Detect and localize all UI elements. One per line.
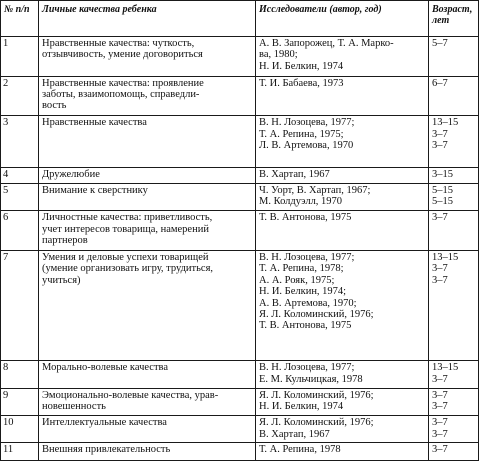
authors-line: Л. В. Артемова, 1970 — [259, 140, 354, 152]
header-number: № п/п — [1, 1, 39, 37]
age-line: 6–7 — [432, 77, 448, 89]
authors-line: Я. Л. Коломинский, 1976; — [259, 309, 374, 321]
quality-line: Дружелюбие — [42, 168, 100, 180]
authors-line: Ч. Уорт, В. Хартап, 1967; — [259, 185, 371, 197]
age-line: 3–7 — [432, 428, 448, 440]
authors-line: А. В. Артемова, 1970; — [259, 297, 357, 309]
age-cell — [429, 443, 479, 461]
authors-line: Н. И. Белкин, 1974 — [259, 401, 344, 413]
table-row — [1, 361, 479, 388]
authors-cell — [256, 211, 429, 251]
quality-line: Морально-волевые качества — [42, 362, 169, 374]
quality-cell — [39, 184, 256, 211]
authors-line: Я. Л. Коломинский, 1976; — [259, 389, 374, 401]
authors-line: Н. И. Белкин, 1974; — [259, 286, 347, 298]
table-row — [1, 250, 479, 360]
authors-cell — [256, 416, 429, 443]
quality-line: заботы, взаимопомощь, справедли- — [42, 89, 200, 101]
authors-line: Т. А. Репина, 1978; — [259, 263, 344, 275]
age-cell — [429, 250, 479, 360]
quality-line: вость — [42, 100, 67, 112]
quality-line: Внимание к сверстнику — [42, 185, 148, 197]
header-authors: Исследователи (автор, год) — [256, 1, 429, 37]
row-number: 10 — [1, 416, 39, 443]
age-line: 3–7 — [432, 140, 448, 152]
age-line: 3–7 — [432, 212, 448, 224]
row-number: 8 — [1, 361, 39, 388]
quality-cell — [39, 443, 256, 461]
row-number: 11 — [1, 443, 39, 461]
age-cell — [429, 116, 479, 167]
table-row — [1, 37, 479, 77]
quality-line: Умения и деловые успехи товарищей — [42, 251, 209, 263]
age-cell — [429, 184, 479, 211]
age-cell — [429, 37, 479, 77]
authors-line: М. Колдуэлл, 1970 — [259, 196, 343, 208]
authors-line: Н. И. Белкин, 1974 — [259, 60, 344, 72]
age-line: 5–15 — [432, 185, 453, 197]
age-line: 3–7 — [432, 401, 448, 413]
table-body — [1, 37, 479, 461]
authors-line: Т. А. Репина, 1978 — [259, 444, 341, 456]
quality-line: Интеллектуальные качества — [42, 417, 167, 429]
age-cell — [429, 167, 479, 183]
quality-line: (умение организовать игру, трудиться, — [42, 263, 214, 275]
table-header-row — [1, 1, 479, 37]
authors-cell — [256, 37, 429, 77]
table-row — [1, 76, 479, 116]
authors-line: В. Н. Лозоцева, 1977; — [259, 251, 355, 263]
age-cell — [429, 76, 479, 116]
authors-line: Т. И. Бабаева, 1973 — [259, 77, 344, 89]
quality-line: Нравственные качества — [42, 117, 147, 129]
row-number: 4 — [1, 167, 39, 183]
quality-cell — [39, 37, 256, 77]
quality-cell — [39, 211, 256, 251]
age-cell — [429, 361, 479, 388]
quality-line: учиться) — [42, 274, 81, 286]
authors-line: Я. Л. Коломинский, 1976; — [259, 417, 374, 429]
table-row — [1, 116, 479, 167]
authors-cell — [256, 167, 429, 183]
quality-cell — [39, 361, 256, 388]
age-line: 3–7 — [432, 128, 448, 140]
age-line: 3–7 — [432, 263, 448, 275]
authors-cell — [256, 116, 429, 167]
authors-line: Т. В. Антонова, 1975 — [259, 212, 352, 224]
row-number: 5 — [1, 184, 39, 211]
quality-line: новешенность — [42, 401, 106, 413]
quality-cell — [39, 416, 256, 443]
table-row — [1, 167, 479, 183]
quality-line: Эмоционально-волевые качества, урав- — [42, 389, 219, 401]
row-number: 7 — [1, 250, 39, 360]
age-line: 13–15 — [432, 117, 459, 129]
age-line: 13–15 — [432, 251, 459, 263]
authors-cell — [256, 443, 429, 461]
quality-line: Внешняя привлекательность — [42, 444, 171, 456]
table-row — [1, 211, 479, 251]
authors-cell — [256, 76, 429, 116]
authors-line: ва, 1980; — [259, 49, 298, 61]
authors-line: Т. В. Антонова, 1975 — [259, 320, 352, 332]
table-row — [1, 416, 479, 443]
age-line: 3–7 — [432, 373, 448, 385]
authors-line: А. В. Запорожец, Т. А. Марко- — [259, 38, 394, 49]
age-line: 3–15 — [432, 168, 453, 180]
age-line: 5–15 — [432, 196, 453, 208]
row-number: 2 — [1, 76, 39, 116]
quality-line: партнеров — [42, 235, 88, 247]
age-line: 3–7 — [432, 417, 448, 429]
quality-cell — [39, 388, 256, 415]
age-cell — [429, 211, 479, 251]
authors-line: В. Н. Лозоцева, 1977; — [259, 362, 355, 374]
age-line: 5–7 — [432, 38, 448, 49]
row-number: 1 — [1, 37, 39, 77]
age-line: 13–15 — [432, 362, 459, 374]
quality-line: Нравственные качества: чуткость, — [42, 38, 195, 49]
authors-line: Е. М. Кульчицкая, 1978 — [259, 373, 363, 385]
table-row — [1, 443, 479, 461]
quality-cell — [39, 167, 256, 183]
age-line: 3–7 — [432, 274, 448, 286]
authors-cell — [256, 184, 429, 211]
age-line: 3–7 — [432, 444, 448, 456]
row-number: 6 — [1, 211, 39, 251]
row-number: 9 — [1, 388, 39, 415]
age-cell — [429, 416, 479, 443]
authors-line: В. Н. Лозоцева, 1977; — [259, 117, 355, 129]
quality-line: учет интересов товарища, намерений — [42, 223, 209, 235]
quality-cell — [39, 250, 256, 360]
quality-line: Нравственные качества: проявление — [42, 77, 204, 89]
quality-line: Личностные качества: приветливость, — [42, 212, 213, 224]
authors-line: В. Хартап, 1967 — [259, 428, 330, 440]
header-age: Возраст, лет — [429, 1, 479, 37]
quality-cell — [39, 76, 256, 116]
quality-cell — [39, 116, 256, 167]
authors-line: В. Хартап, 1967 — [259, 168, 330, 180]
age-cell — [429, 388, 479, 415]
row-number: 3 — [1, 116, 39, 167]
age-line: 3–7 — [432, 389, 448, 401]
authors-cell — [256, 361, 429, 388]
authors-line: А. А. Рояк, 1975; — [259, 274, 335, 286]
quality-line: отзывчивость, умение договориться — [42, 49, 203, 61]
table-row — [1, 184, 479, 211]
table-row — [1, 388, 479, 415]
authors-line: Т. А. Репина, 1975; — [259, 128, 344, 140]
authors-cell — [256, 388, 429, 415]
authors-cell — [256, 250, 429, 360]
header-quality: Личные качества ребенка — [39, 1, 256, 37]
